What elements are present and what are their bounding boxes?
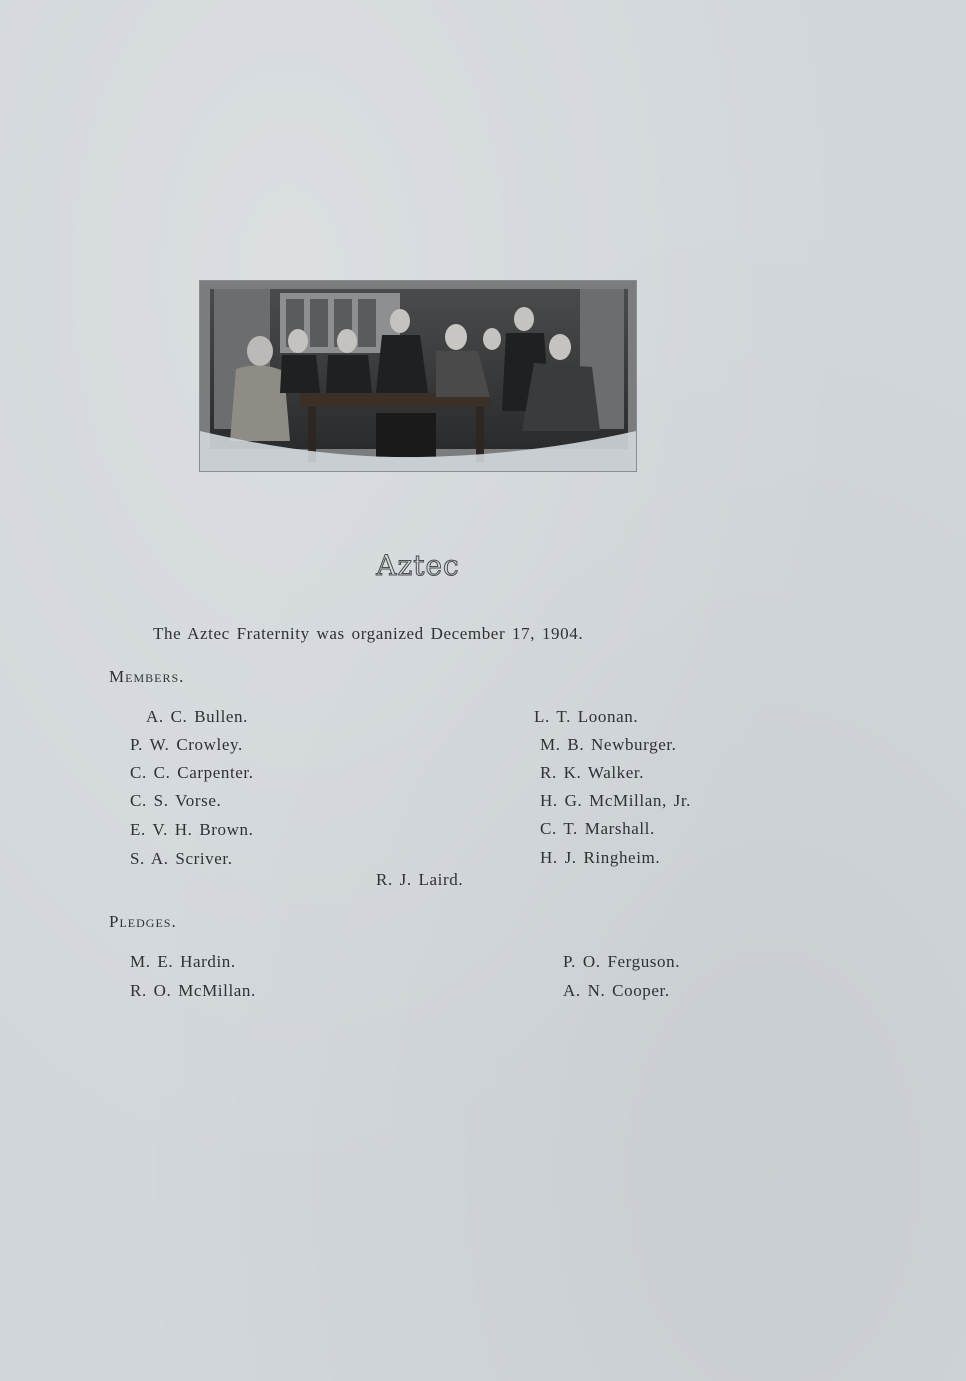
member-name: L. T. Loonan.: [534, 707, 639, 726]
member-name: S. A. Scriver.: [130, 849, 233, 868]
member-name: H. J. Ringheim.: [540, 848, 661, 867]
pledge-name: P. O. Ferguson.: [563, 952, 681, 971]
pledge-name: M. E. Hardin.: [130, 952, 236, 971]
photo-illustration: [200, 281, 636, 471]
member-name: A. C. Bullen.: [146, 707, 248, 726]
group-photograph: [200, 281, 636, 471]
members-heading: Members.: [109, 667, 185, 686]
member-name: P. W. Crowley.: [130, 735, 243, 754]
page-title: Aztec: [376, 549, 460, 582]
member-name: C. C. Carpenter.: [130, 763, 254, 782]
member-name: E. V. H. Brown.: [130, 820, 254, 839]
member-name: C. S. Vorse.: [130, 791, 222, 810]
pledges-heading: Pledges.: [109, 912, 177, 931]
pledge-name: R. O. McMillan.: [130, 981, 256, 1000]
pledge-name: A. N. Cooper.: [563, 981, 670, 1000]
intro-text: The Aztec Fraternity was organized December 17, 1904.: [153, 624, 584, 643]
member-name: M. B. Newburger.: [540, 735, 677, 754]
member-name: R. J. Laird.: [376, 870, 464, 889]
member-name: C. T. Marshall.: [540, 819, 655, 838]
member-name: R. K. Walker.: [540, 763, 645, 782]
member-name: H. G. McMillan, Jr.: [540, 791, 692, 810]
